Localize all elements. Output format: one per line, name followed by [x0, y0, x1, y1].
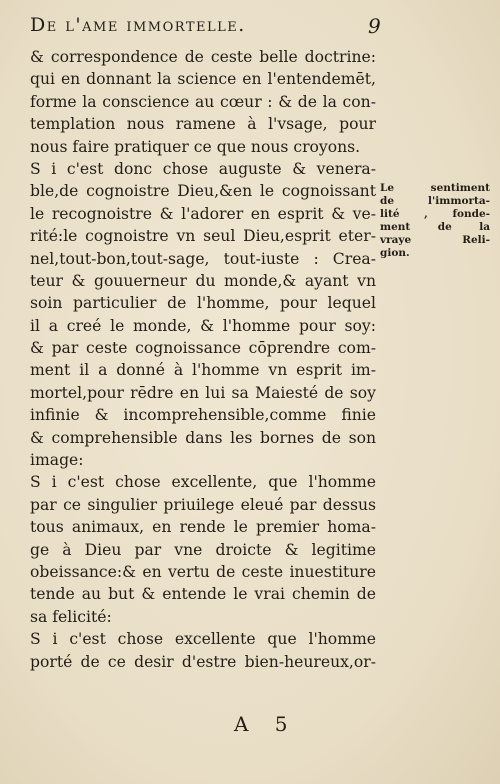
- text-line: soin particulier de l'homme, pour lequel: [30, 294, 376, 313]
- text-line: rité:le cognoistre vn seul Dieu,esprit eter-: [30, 227, 376, 246]
- text-line: tende au but & entende le vrai chemin de: [30, 585, 376, 604]
- text-line: templation nous ramene à l'vsage, pour: [30, 115, 376, 134]
- text-line: obeissance:& en vertu de ceste inuestiture: [30, 562, 376, 581]
- text-line: forme la conscience au cœur : & de la con-: [30, 92, 376, 111]
- running-title: De l'ame immortelle.: [30, 14, 246, 36]
- text-line: il a creé le monde, & l'homme pour soy:: [30, 316, 376, 335]
- text-line: infinie & incomprehensible,comme finie: [30, 406, 376, 425]
- text-line: & par ceste cognoissance cōprendre com-: [30, 339, 376, 358]
- text-line: ment il a donné à l'homme vn esprit im-: [30, 361, 376, 380]
- signature-mark: A 5: [234, 712, 298, 736]
- text-line: qui en donnant la science en l'entendemēt,: [30, 70, 376, 89]
- margin-note-line: vraye Reli-: [380, 234, 490, 246]
- text-line: le recognoistre & l'adorer en esprit & ve-: [30, 204, 376, 223]
- text-line: sa felicité:: [30, 607, 112, 626]
- text-line: & correspondence de ceste belle doctrine:: [30, 48, 376, 66]
- margin-note: [380, 182, 490, 260]
- body-text: [30, 46, 376, 673]
- text-line: S i c'est donc chose auguste & venera-: [30, 159, 376, 178]
- page-number: 9: [368, 14, 381, 38]
- text-line: ge à Dieu par vne droicte & legitime: [30, 540, 376, 559]
- text-line: S i c'est chose excellente, que l'homme: [30, 473, 376, 492]
- margin-note-line: gion.: [380, 247, 410, 259]
- text-line: par ce singulier priuilege eleué par dessus: [30, 495, 376, 514]
- text-line: image:: [30, 451, 84, 470]
- margin-note-line: Le sentiment: [380, 182, 490, 194]
- text-line: mortel,pour rēdre en lui sa Maiesté de soy: [30, 383, 376, 402]
- text-line: porté de ce desir d'estre bien-heureux,or-: [30, 652, 376, 671]
- margin-note-line: ment de la: [380, 221, 490, 233]
- margin-note-line: lité , fonde-: [380, 208, 490, 220]
- text-line: ble,de cognoistre Dieu,&en le cognoissant: [30, 182, 376, 201]
- margin-note-line: de l'immorta-: [380, 195, 490, 207]
- text-line: teur & gouuerneur du monde,& ayant vn: [30, 271, 376, 290]
- running-header: [30, 14, 390, 40]
- text-line: & comprehensible dans les bornes de son: [30, 428, 376, 447]
- text-line: nel,tout-bon,tout-sage, tout-iuste : Crea-: [30, 249, 376, 268]
- text-line: S i c'est chose excellente que l'homme: [30, 630, 376, 649]
- text-line: tous animaux, en rende le premier homa-: [30, 518, 376, 537]
- text-line: nous faire pratiquer ce que nous croyons.: [30, 137, 361, 156]
